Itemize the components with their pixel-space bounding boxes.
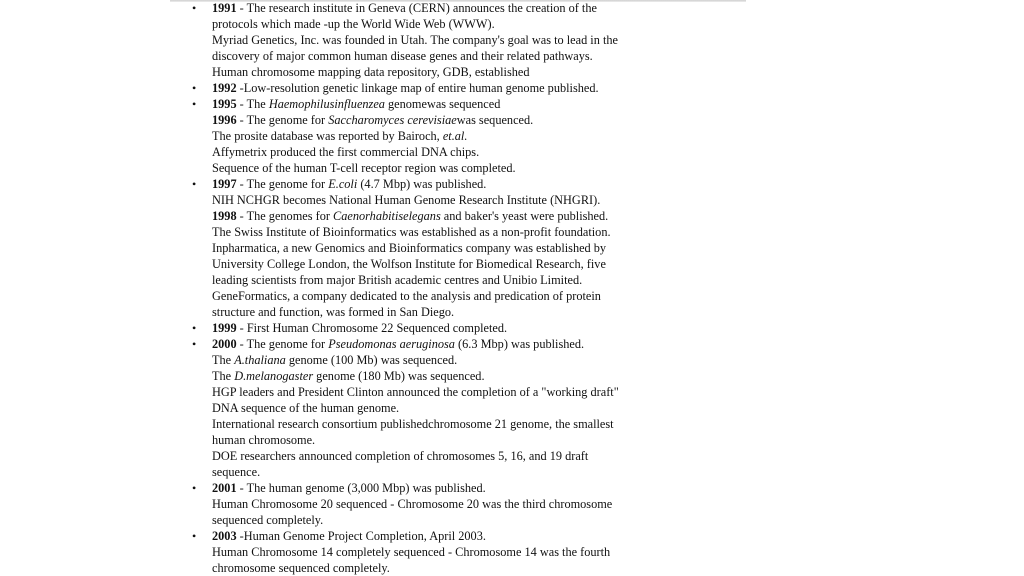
text-segment: Myriad Genetics, Inc. was founded in Utah. The company's goal was to lead in the	[212, 33, 618, 47]
list-item	[192, 96, 732, 176]
species-name: E.coli	[328, 177, 358, 191]
text-segment: - The genome for	[236, 113, 329, 127]
text-segment: chromosome sequenced completely.	[212, 561, 390, 575]
text-segment: Human Chromosome 14 completely sequenced - Chromosome 14 was the fourth	[212, 545, 611, 559]
text-segment: The prosite database was reported by Bairoch,	[212, 129, 443, 143]
year-label: 1999	[212, 321, 237, 335]
species-name: et.al.	[442, 129, 468, 143]
text-segment: genome (180 Mb) was sequenced.	[313, 369, 485, 383]
bullet-icon: •	[192, 529, 197, 543]
text-line	[212, 432, 732, 448]
list-item	[192, 336, 732, 480]
text-segment: The Swiss Institute of Bioinformatics was established as a non-profit foundation.	[212, 225, 611, 239]
bullet-icon: •	[192, 97, 197, 111]
text-line	[212, 544, 732, 560]
text-line	[212, 512, 732, 528]
text-line	[212, 480, 732, 496]
year-label: 1998	[212, 209, 237, 223]
text-line	[212, 448, 732, 464]
year-label: 2001	[212, 481, 237, 495]
text-segment: - First Human Chromosome 22 Sequenced completed.	[236, 321, 508, 335]
species-name: Haemophilusinfluenzea	[268, 97, 385, 111]
text-line	[212, 496, 732, 512]
bullet-icon: •	[192, 481, 197, 495]
text-line	[212, 336, 732, 352]
text-segment: The	[212, 353, 235, 367]
text-line	[212, 112, 732, 128]
bullet-icon: •	[192, 1, 197, 15]
text-line	[212, 400, 732, 416]
text-line	[212, 192, 732, 208]
text-line	[212, 64, 732, 80]
text-line	[212, 304, 732, 320]
text-segment: - The	[236, 97, 269, 111]
text-segment: (6.3 Mbp) was published.	[454, 337, 585, 351]
text-line	[212, 416, 732, 432]
text-segment: The	[212, 369, 235, 383]
text-line	[212, 224, 732, 240]
text-segment: - The human genome (3,000 Mbp) was published.	[236, 481, 486, 495]
text-segment: genomewas sequenced	[384, 97, 501, 111]
text-segment: University College London, the Wolfson Institute for Biomedical Research, five	[212, 257, 606, 271]
text-line	[212, 144, 732, 160]
text-segment: discovery of major common human disease genes and their related pathways.	[212, 49, 593, 63]
text-segment: Sequence of the human T-cell receptor region was completed.	[212, 161, 516, 175]
text-line	[212, 384, 732, 400]
text-segment: - The genomes for	[236, 209, 334, 223]
year-label: 2000	[212, 337, 237, 351]
text-line	[212, 528, 732, 544]
text-line	[212, 464, 732, 480]
text-segment: - The research institute in Geneva (CERN) announces the creation of the	[236, 1, 597, 15]
text-segment: human chromosome.	[212, 433, 316, 447]
text-segment: -Human Genome Project Completion, April 2003.	[236, 529, 486, 543]
list-item	[192, 480, 732, 528]
text-segment: - The genome for	[236, 177, 329, 191]
text-line	[212, 368, 732, 384]
species-name: Pseudomonas aeruginosa	[328, 337, 455, 351]
text-segment: Human Chromosome 20 sequenced - Chromosome 20 was the third chromosome	[212, 497, 613, 511]
list-item	[192, 320, 732, 336]
text-segment: sequence.	[212, 465, 261, 479]
text-line	[212, 0, 732, 16]
text-segment: International research consortium publishedchromosome 21 genome, the smallest	[212, 417, 614, 431]
list-item	[192, 176, 732, 320]
bullet-icon: •	[192, 337, 197, 351]
text-line	[212, 96, 732, 112]
text-line	[212, 352, 732, 368]
text-segment: genome (100 Mb) was sequenced.	[285, 353, 458, 367]
year-label: 1991	[212, 1, 237, 15]
text-line	[212, 16, 732, 32]
text-segment: DOE researchers announced completion of chromosomes 5, 16, and 19 draft	[212, 449, 589, 463]
text-line	[212, 80, 732, 96]
text-segment: and baker's yeast were published.	[440, 209, 609, 223]
text-segment: was sequenced.	[456, 113, 534, 127]
species-name: D.melanogaster	[234, 369, 314, 383]
text-segment: sequenced completely.	[212, 513, 324, 527]
text-segment: DNA sequence of the human genome.	[212, 401, 400, 415]
text-segment: Human chromosome mapping data repository, GDB, established	[212, 65, 530, 79]
text-segment: HGP leaders and President Clinton announced the completion of a "working draft"	[212, 385, 619, 399]
text-segment: Inpharmatica, a new Genomics and Bioinformatics company was established by	[212, 241, 607, 255]
list-item	[192, 0, 732, 80]
timeline-list	[192, 0, 732, 576]
text-line	[212, 256, 732, 272]
species-name: A.thaliana	[234, 353, 286, 367]
year-label: 1997	[212, 177, 237, 191]
bullet-icon: •	[192, 81, 197, 95]
text-segment: Affymetrix produced the first commercial DNA chips.	[212, 145, 480, 159]
list-item	[192, 528, 732, 576]
species-name: Caenorhabitiselegans	[333, 209, 441, 223]
year-label: 1995	[212, 97, 237, 111]
text-segment: (4.7 Mbp) was published.	[357, 177, 487, 191]
text-segment: -Low-resolution genetic linkage map of entire human genome published.	[236, 81, 599, 95]
text-line	[212, 208, 732, 224]
year-label: 1996	[212, 113, 237, 127]
text-line	[212, 160, 732, 176]
text-segment: protocols which made -up the World Wide Web (WWW).	[212, 17, 495, 31]
text-segment: GeneFormatics, a company dedicated to the analysis and predication of protein	[212, 289, 601, 303]
text-segment: NIH NCHGR becomes National Human Genome Research Institute (NHGRI).	[212, 193, 601, 207]
text-line	[212, 240, 732, 256]
text-segment: structure and function, was formed in San Diego.	[212, 305, 455, 319]
text-line	[212, 32, 732, 48]
species-name: Saccharomyces cerevisiae	[328, 113, 457, 127]
text-line	[212, 48, 732, 64]
text-line	[212, 560, 732, 576]
text-segment: leading scientists from major British academic centres and Unibio Limited.	[212, 273, 583, 287]
year-label: 2003	[212, 529, 237, 543]
year-label: 1992	[212, 81, 237, 95]
text-line	[212, 176, 732, 192]
text-segment: - The genome for	[236, 337, 329, 351]
bullet-icon: •	[192, 321, 197, 335]
text-line	[212, 288, 732, 304]
text-line	[212, 272, 732, 288]
list-item	[192, 80, 732, 96]
text-line	[212, 128, 732, 144]
text-line	[212, 320, 732, 336]
bullet-icon: •	[192, 177, 197, 191]
